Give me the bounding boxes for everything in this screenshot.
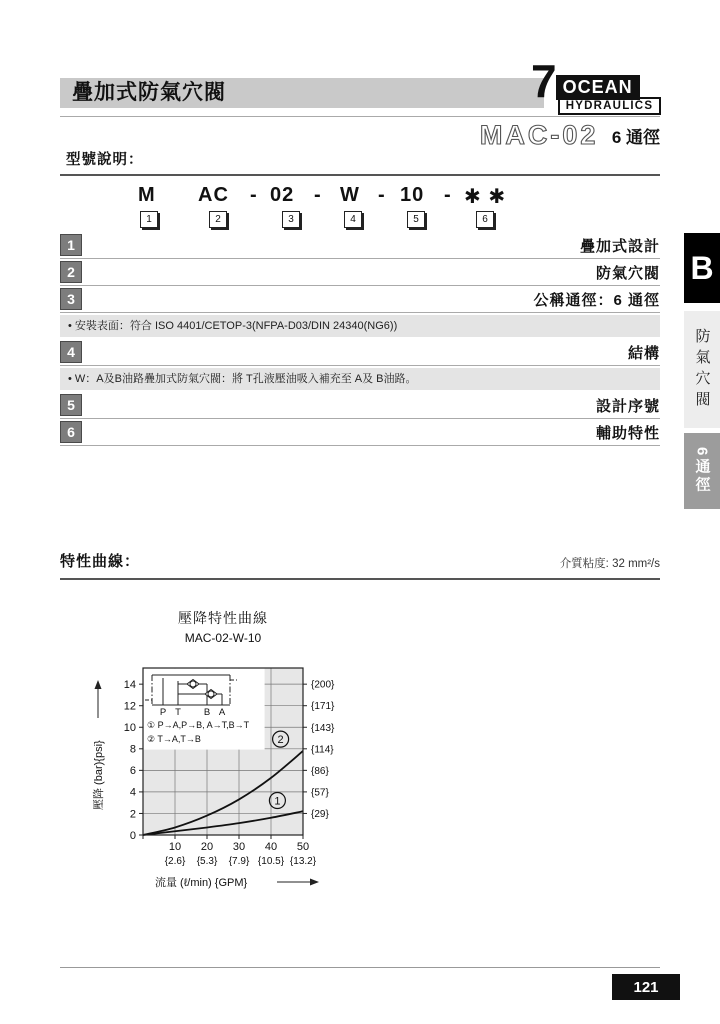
row-number-badge: 6 [60, 421, 82, 443]
row-number-badge: 3 [60, 288, 82, 310]
legend-entry-2: ② T→A,T→B [147, 734, 201, 744]
divider [60, 116, 660, 117]
code-position-badge: 4 [344, 211, 362, 228]
gpm-label: {7.9} [228, 856, 250, 867]
model-row-2 [60, 259, 660, 286]
row-label: 設計序號 [595, 397, 660, 415]
gpm-label: {2.6} [164, 856, 186, 867]
chart-subtitle: MAC-02-W-10 [184, 631, 262, 645]
y-axis-label: 壓降 (bar){psi} [93, 740, 105, 810]
curves-section-header [60, 550, 660, 571]
model-line [60, 120, 660, 151]
x-axis-label: 流量 (ℓ/min) {GPM} [155, 877, 248, 889]
code-position-badge: 2 [209, 211, 227, 228]
model-row-1 [60, 232, 660, 259]
code-dash: - [378, 184, 386, 206]
row-label: 疊加式設計 [579, 237, 660, 255]
chart-canvas [85, 648, 353, 903]
section-heading-model: 型號說明： [66, 152, 144, 168]
svg-text:8: 8 [129, 743, 136, 756]
row-number-badge: 2 [60, 261, 82, 283]
code-dash: - [314, 184, 322, 206]
model-size-label: 6 通徑 [611, 128, 660, 147]
row-label: 輔助特性 [595, 424, 660, 442]
gpm-label: {5.3} [196, 856, 218, 867]
note-w-option: • W：A及B油路疊加式防氣穴閥：將 T孔液壓油吸入補充至 A及 B油路。 [60, 368, 660, 390]
model-row-3 [60, 286, 660, 313]
svg-text:50: 50 [296, 841, 310, 853]
row-number-badge: 5 [60, 394, 82, 416]
svg-text:4: 4 [129, 786, 136, 799]
schematic-port-label: P [159, 707, 167, 718]
curves-heading: 特性曲線： [60, 553, 141, 570]
row-label: 公稱通徑：6 通徑 [533, 291, 660, 309]
model-row-5 [60, 392, 660, 419]
logo-seven-icon: 7 [531, 55, 555, 107]
gpm-label: {13.2} [289, 856, 317, 867]
svg-text:40: 40 [264, 841, 278, 853]
model-row-4 [60, 339, 660, 366]
svg-text:6: 6 [129, 765, 136, 778]
svg-text:10: 10 [123, 722, 136, 735]
code-part: AC [198, 184, 229, 206]
code-dash: - [444, 184, 452, 206]
code-part: M [138, 184, 156, 206]
code-position-badge: 5 [407, 211, 425, 228]
row-label: 防氣穴閥 [595, 264, 660, 282]
schematic-port-label: A [218, 707, 226, 718]
model-code-row [60, 184, 660, 230]
svg-text:20: 20 [200, 841, 214, 853]
svg-text:1: 1 [274, 795, 281, 808]
code-part: W [340, 184, 360, 206]
x-axis-arrow-icon [310, 879, 319, 886]
svg-text:12: 12 [123, 700, 136, 713]
svg-text:2: 2 [129, 808, 136, 821]
psi-label: {114} [311, 744, 334, 756]
svg-text:0: 0 [129, 829, 136, 842]
psi-label: {29} [311, 808, 329, 820]
psi-label: {57} [311, 787, 329, 799]
sidebar-size-label: 6通徑 [684, 433, 720, 509]
model-rows [60, 232, 660, 446]
row-number-badge: 1 [60, 234, 82, 256]
gpm-label: {10.5} [257, 856, 285, 867]
code-dash: - [250, 184, 258, 206]
model-number: MAC-02 [479, 120, 599, 150]
page-number: 121 [612, 974, 680, 1000]
page-title: 疊加式防氣穴閥 [60, 78, 544, 108]
psi-label: {86} [311, 765, 329, 777]
model-row-6 [60, 419, 660, 446]
psi-label: {143} [311, 722, 335, 734]
sidebar-category-label: 防氣穴閥 [684, 311, 720, 428]
logo-brand-name: OCEAN [556, 75, 640, 100]
chart-title: 壓降特性曲線 [178, 610, 268, 626]
code-position-badge: 6 [476, 211, 494, 228]
code-position-badge: 1 [140, 211, 158, 228]
code-position-badge: 3 [282, 211, 300, 228]
sidebar-tab-b: B [684, 233, 720, 303]
row-number-badge: 4 [60, 341, 82, 363]
schematic-port-label: T [175, 707, 181, 718]
y-axis-arrow-icon [95, 680, 102, 689]
brand-logo [531, 55, 661, 115]
viscosity-note: 介質粘度: 32 mm²/s [559, 558, 660, 570]
psi-label: {200} [311, 679, 335, 691]
svg-text:30: 30 [232, 841, 246, 853]
note-mounting-surface: • 安裝表面：符合 ISO 4401/CETOP-3(NFPA-D03/DIN 24340(NG6)) [60, 315, 660, 337]
psi-label: {171} [311, 701, 335, 713]
footer-divider [60, 967, 660, 968]
schematic-port-label: B [203, 707, 211, 718]
divider [60, 578, 660, 580]
code-part: ✱ ✱ [464, 186, 507, 208]
pressure-drop-chart [85, 598, 355, 918]
svg-text:10: 10 [168, 841, 182, 853]
row-label: 結構 [627, 344, 660, 362]
logo-tagline: HYDRAULICS [558, 97, 661, 115]
code-part: 02 [270, 184, 295, 206]
legend-entry-1: ① P→A,P→B, A→T,B→T [147, 720, 250, 730]
svg-text:14: 14 [123, 678, 136, 691]
divider [60, 174, 660, 176]
code-part: 10 [400, 184, 425, 206]
svg-text:2: 2 [277, 734, 284, 747]
